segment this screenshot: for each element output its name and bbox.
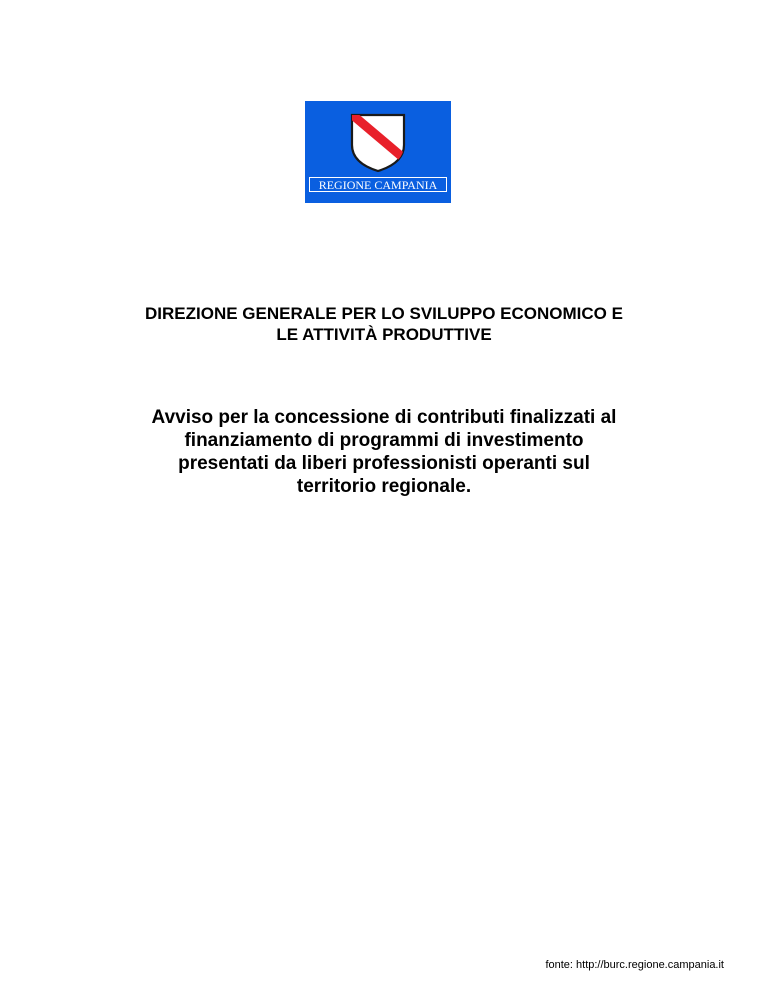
- notice-title: [100, 406, 668, 498]
- directorate-line: DIREZIONE GENERALE PER LO SVILUPPO ECONOMICO E: [145, 304, 623, 323]
- notice-line: Avviso per la concessione di contributi finalizzati al: [151, 407, 617, 428]
- source-footer: fonte: http://burc.regione.campania.it: [545, 959, 724, 971]
- directorate-title: [60, 303, 708, 345]
- notice-line: territorio regionale.: [296, 476, 472, 497]
- directorate-line: LE ATTIVITÀ PRODUTTIVE: [276, 325, 492, 344]
- logo-text: REGIONE CAMPANIA: [318, 178, 438, 192]
- regione-campania-logo: [305, 101, 451, 203]
- notice-line: finanziamento di programmi di investimento: [184, 430, 584, 451]
- notice-line: presentati da liberi professionisti operanti sul: [178, 453, 590, 474]
